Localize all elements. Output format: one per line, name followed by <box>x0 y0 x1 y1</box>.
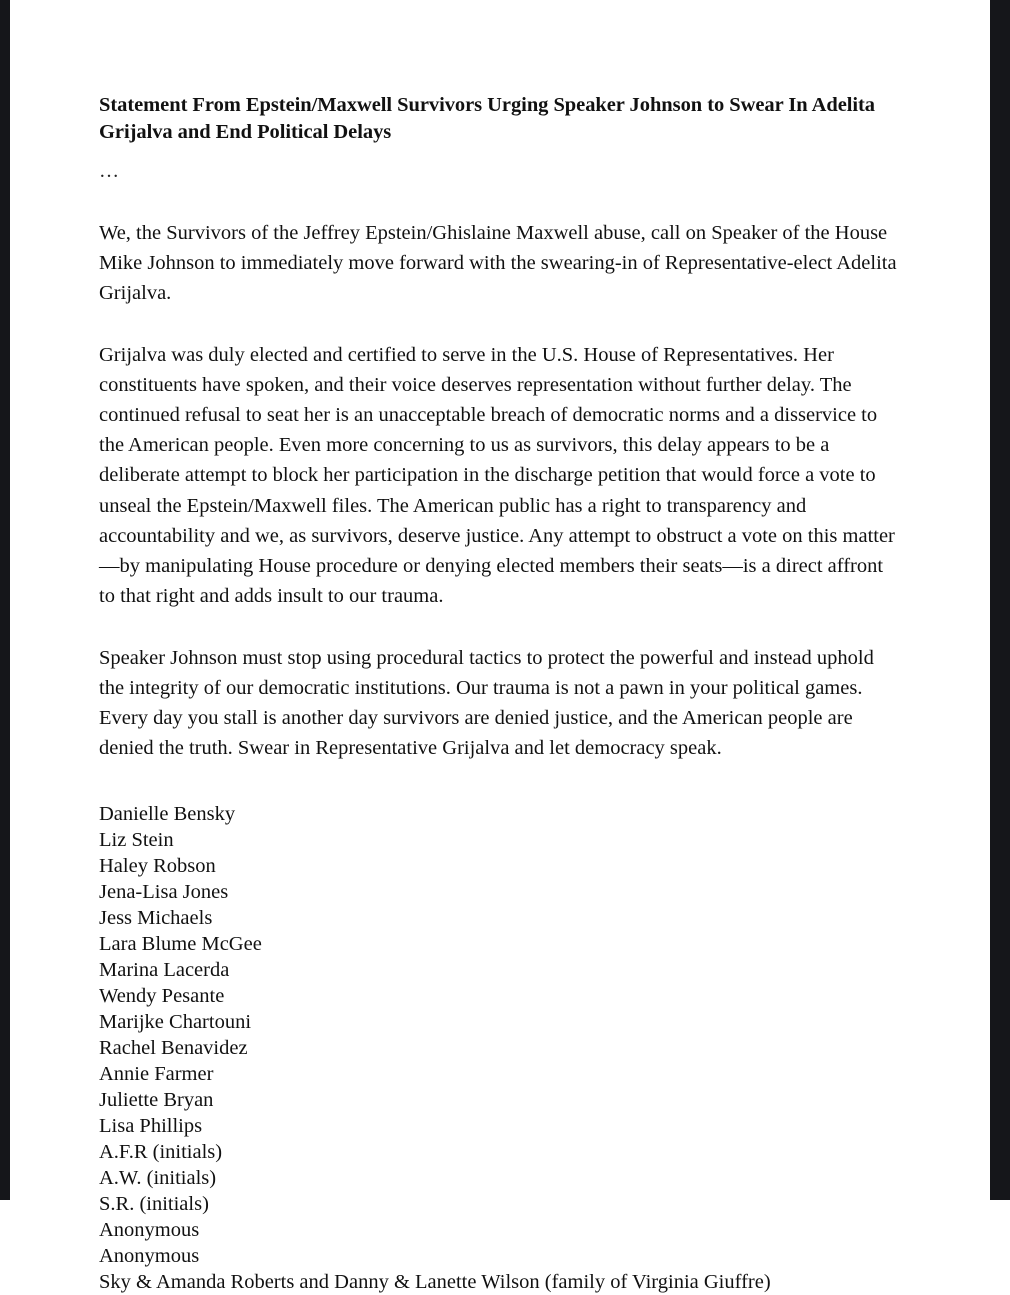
document-title: Statement From Epstein/Maxwell Survivors Urging Speaker Johnson to Swear In Adelita Grijalva and End Political Delays <box>99 92 901 147</box>
list-item: Sky & Amanda Roberts and Danny & Lanette Wilson (family of Virginia Giuffre) <box>99 1269 901 1295</box>
list-item: Marijke Chartouni <box>99 1009 901 1035</box>
statement-document <box>99 92 901 1295</box>
list-item: Haley Robson <box>99 853 901 879</box>
signatory-list <box>99 801 901 1295</box>
list-item: A.W. (initials) <box>99 1165 901 1191</box>
paragraph-3: Speaker Johnson must stop using procedural tactics to protect the powerful and instead uphold the integrity of our democratic institutions. Our trauma is not a pawn in your political games. Every day you stall is another day survivors are denied justice, and the American people are denied the truth. Swear in Representative Grijalva and let democracy speak. <box>99 643 901 764</box>
right-edge-bar <box>990 0 1010 1200</box>
list-item: Marina Lacerda <box>99 957 901 983</box>
list-item: Lara Blume McGee <box>99 931 901 957</box>
list-item: Lisa Phillips <box>99 1113 901 1139</box>
left-edge-bar <box>0 0 10 1200</box>
list-item: A.F.R (initials) <box>99 1139 901 1165</box>
ellipsis-line: … <box>99 157 901 186</box>
list-item: S.R. (initials) <box>99 1191 901 1217</box>
list-item: Liz Stein <box>99 827 901 853</box>
list-item: Jess Michaels <box>99 905 901 931</box>
paragraph-1: We, the Survivors of the Jeffrey Epstein/Ghislaine Maxwell abuse, call on Speaker of the House Mike Johnson to immediately move forward with the swearing-in of Representative-elect Adelita Grijalva. <box>99 218 901 308</box>
list-item: Annie Farmer <box>99 1061 901 1087</box>
paragraph-2: Grijalva was duly elected and certified to serve in the U.S. House of Representatives. Her constituents have spoken, and their voice deserves representation without further delay. The continued refusal to seat her is an unacceptable breach of democratic norms and a disservice to the American people. Even more concerning to us as survivors, this delay appears to be a deliberate attempt to block her participation in the discharge petition that would force a vote to unseal the Epstein/Maxwell files. The American public has a right to transparency and accountability and we, as survivors, deserve justice. Any attempt to obstruct a vote on this matter—by manipulating House procedure or denying elected members their seats—is a direct affront to that right and adds insult to our trauma. <box>99 340 901 611</box>
document-page <box>10 0 990 1200</box>
list-item: Anonymous <box>99 1217 901 1243</box>
list-item: Wendy Pesante <box>99 983 901 1009</box>
list-item: Juliette Bryan <box>99 1087 901 1113</box>
list-item: Rachel Benavidez <box>99 1035 901 1061</box>
list-item: Anonymous <box>99 1243 901 1269</box>
list-item: Danielle Bensky <box>99 801 901 827</box>
list-item: Jena-Lisa Jones <box>99 879 901 905</box>
